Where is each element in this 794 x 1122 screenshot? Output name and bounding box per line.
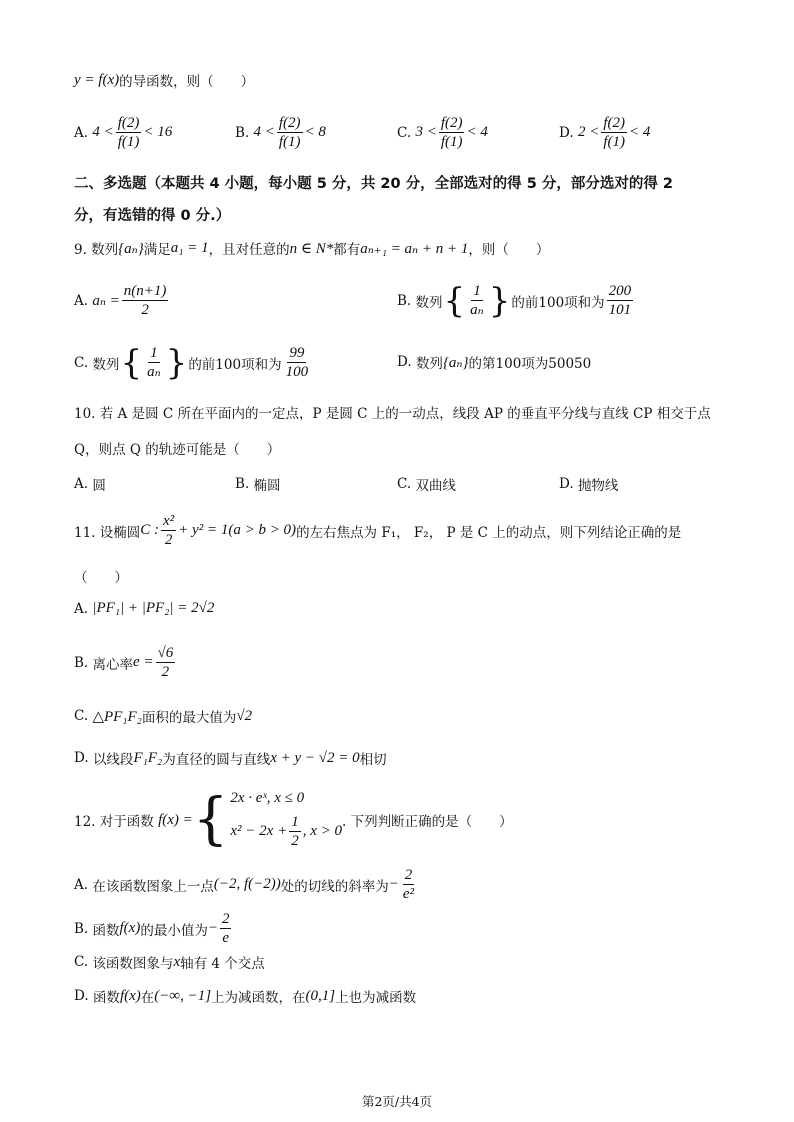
- fraction: $\frac{f(2)}{f(1)}$: [603, 115, 625, 150]
- page-footer: 第2页/共4页: [361, 1094, 433, 1109]
- q8-option-c[interactable]: [397, 114, 488, 151]
- q11-option-b[interactable]: B. 离心率 e = $\frac{√6}{2}$: [74, 645, 174, 680]
- fraction: $\frac{f(2)}{f(1)}$: [278, 115, 301, 150]
- q9-option-a[interactable]: A. aₙ = $\frac{n(n+1)}{2}$: [74, 283, 167, 318]
- q9-option-b[interactable]: B. 数列 { $\frac{1}{\text{aₙ}}$ } 的前100项和为 $\frac{200}{101}$: [397, 280, 632, 321]
- option-label: D.: [559, 124, 574, 141]
- fraction: $\frac{2}{e}$: [221, 911, 230, 946]
- q12-option-d[interactable]: D. 函数 f(x) 在 (−∞, −1] 上为减函数，在 (0,1] 上也为减函数: [74, 987, 417, 1006]
- option-left: 4 <: [253, 124, 275, 140]
- fraction: $\frac{n(n+1)}{2}$: [123, 283, 167, 318]
- q12-stem: 12. 对于函数 f(x) = { 2x · eˣ, x ≤ 0 x² − 2x + $\frac{1}{2}$ , x > 0 . 下列判断正确的是（ ）: [74, 787, 513, 852]
- option-right: < 16: [143, 124, 173, 140]
- fraction: $\frac{f(2)}{f(1)}$: [440, 115, 463, 150]
- option-right: < 8: [304, 124, 326, 140]
- option-left: 2 <: [577, 124, 600, 140]
- section-heading: 二、多选题（本题共 4 小题，每小题 5 分，共 20 分，全部选对的得 5 分，部分选对的得 2: [74, 176, 673, 192]
- fraction: $\frac{1}{\text{aₙ}}$: [470, 283, 484, 318]
- q12-option-a[interactable]: A. 在该函数图象上一点 (−2, f(−2)) 处的切线的斜率为 − $\frac{2}{\text{e²}}$: [74, 867, 415, 902]
- q8-tail-text: 的导函数，则（ ）: [119, 74, 255, 90]
- fraction: $\frac{√6}{2}$: [157, 645, 174, 680]
- q11-option-d[interactable]: D. 以线段 F₁F₂ 为直径的圆与直线 x + y − √2 = 0 相切: [74, 749, 387, 768]
- fraction: $\frac{1}{\text{aₙ}}$: [147, 345, 161, 380]
- q10-option-c[interactable]: C. 双曲线: [397, 476, 456, 494]
- q10-option-b[interactable]: B. 椭圆: [235, 476, 281, 494]
- q9-stem: 9. 数列 {aₙ} 满足 a₁ = 1 ，且对任意的 n ∈ N* 都有 aₙ₊₁ = aₙ + n + 1 ，则（ ）: [74, 239, 550, 258]
- option-left: 4 <: [92, 124, 114, 140]
- q10-stem: 10. 若 A 是圆 C 所在平面内的一定点，P 是圆 C 上的一动点，线段 AP 的垂直平分线与直线 CP 相交于点: [74, 406, 711, 422]
- q8-option-b[interactable]: [235, 114, 326, 151]
- option-left: 3 <: [415, 124, 437, 140]
- fraction: $\frac{\text{x²}}{2}$: [163, 513, 175, 548]
- fraction: $\frac{200}{101}$: [608, 283, 632, 318]
- option-label: A.: [74, 124, 89, 141]
- section-heading-cont: 分，有选错的得 0 分.）: [74, 208, 231, 224]
- option-label: B.: [235, 124, 250, 141]
- q8-option-d[interactable]: [559, 114, 650, 151]
- fraction: $\frac{99}{100}$: [285, 345, 309, 380]
- q12-option-c[interactable]: C. 该函数图象与 x 轴有 4 个交点: [74, 953, 265, 972]
- q10-option-a[interactable]: A. 圆: [74, 476, 106, 494]
- piecewise-function: { 2x · eˣ, x ≤ 0 x² − 2x + $\frac{1}{2}$ , x > 0: [192, 787, 342, 852]
- fraction: $\frac{f(2)}{f(1)}$: [117, 115, 140, 150]
- q8-option-a[interactable]: [74, 114, 172, 151]
- q9-option-c[interactable]: C. 数列 { $\frac{1}{\text{aₙ}}$ } 的前100项和为 $\frac{99}{100}$: [74, 342, 309, 383]
- q10-option-d[interactable]: D. 抛物线: [559, 476, 619, 494]
- q10-stem-cont: Q，则点 Q 的轨迹可能是（ ）: [74, 442, 281, 458]
- q11-paren: （ ）: [74, 570, 128, 586]
- q9-option-d[interactable]: D. 数列 {aₙ} 的第100项为50050: [397, 354, 592, 372]
- q11-option-c[interactable]: C. △PF₁F₂ 面积的最大值为 √2: [74, 707, 253, 726]
- fraction: $\frac{2}{\text{e²}}$: [402, 867, 415, 902]
- q12-option-b[interactable]: B. 函数 f(x) 的最小值为 − $\frac{2}{e}$: [74, 911, 230, 946]
- option-right: < 4: [628, 124, 651, 140]
- q11-stem: 11. 设椭圆 C : $\frac{\text{x²}}{2}$ + y² = 1(a > b > 0) 的左右焦点为 F₁， F₂， P 是 C 上的动点，则下列结论正确的是: [74, 513, 682, 548]
- option-right: < 4: [466, 124, 488, 140]
- fraction: $\frac{1}{2}$: [291, 814, 299, 849]
- option-label: C.: [397, 124, 412, 141]
- q11-option-a[interactable]: A. |PF₁| + |PF₂| = 2√2: [74, 600, 215, 617]
- q8-stem-tail: [74, 70, 254, 90]
- q8-function-expr: y = f(x): [74, 71, 120, 88]
